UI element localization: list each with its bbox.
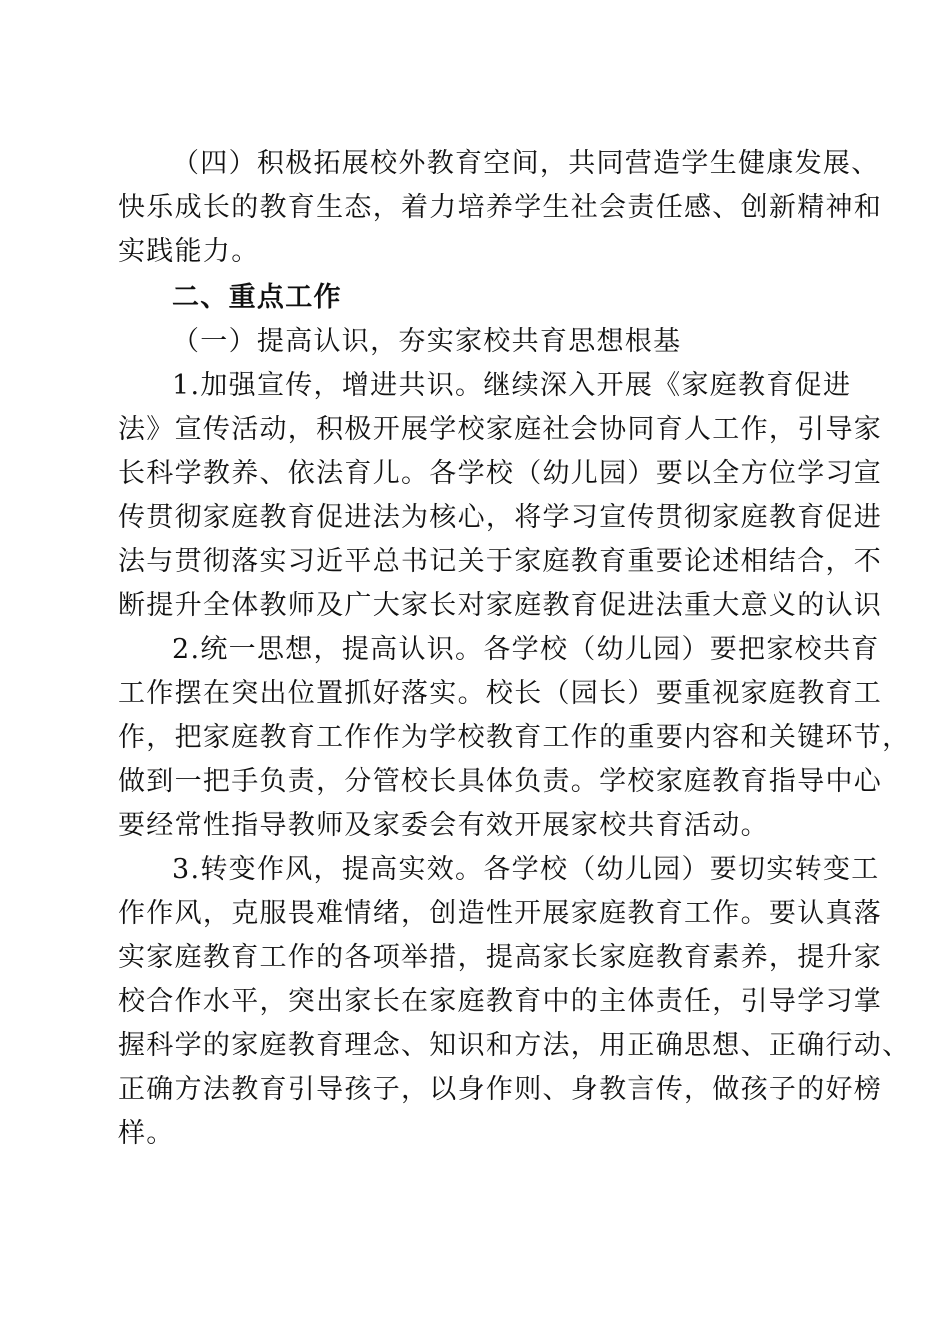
paragraph-line: 样。 xyxy=(118,1118,175,1149)
paragraph-line: （四）积极拓展校外教育空间，共同营造学生健康发展、 xyxy=(172,148,880,179)
paragraph-line: 法与贯彻落实习近平总书记关于家庭教育重要论述相结合，不 xyxy=(118,546,883,577)
subsection-heading: （一）提高认识，夯实家校共育思想根基 xyxy=(172,326,682,357)
paragraph-line: 2.统一思想，提高认识。各学校（幼儿园）要把家校共育 xyxy=(172,634,880,665)
paragraph-line: 断提升全体教师及广大家长对家庭教育促进法重大意义的认识 xyxy=(118,590,883,621)
paragraph-line: 作，把家庭教育工作作为学校教育工作的重要内容和关键环节， xyxy=(118,722,911,753)
paragraph-line: 工作摆在突出位置抓好落实。校长（园长）要重视家庭教育工 xyxy=(118,678,883,709)
paragraph-line: 校合作水平，突出家长在家庭教育中的主体责任，引导学习掌 xyxy=(118,986,883,1017)
paragraph-line: 实家庭教育工作的各项举措，提高家长家庭教育素养，提升家 xyxy=(118,942,883,973)
paragraph-line: 长科学教养、依法育儿。各学校（幼儿园）要以全方位学习宣 xyxy=(118,458,883,489)
paragraph-line: 正确方法教育引导孩子，以身作则、身教言传，做孩子的好榜 xyxy=(118,1074,883,1105)
paragraph-line: 1.加强宣传，增进共识。继续深入开展《家庭教育促进 xyxy=(172,370,852,401)
paragraph-line: 要经常性指导教师及家委会有效开展家校共育活动。 xyxy=(118,810,769,841)
paragraph-line: 法》宣传活动，积极开展学校家庭社会协同育人工作，引导家 xyxy=(118,414,883,445)
paragraph-line: 做到一把手负责，分管校长具体负责。学校家庭教育指导中心 xyxy=(118,766,883,797)
paragraph-line: 3.转变作风，提高实效。各学校（幼儿园）要切实转变工 xyxy=(172,854,880,885)
paragraph-line: 快乐成长的教育生态，着力培养学生社会责任感、创新精神和 xyxy=(118,192,883,223)
section-heading: 二、重点工作 xyxy=(172,282,342,313)
paragraph-line: 握科学的家庭教育理念、知识和方法，用正确思想、正确行动、 xyxy=(118,1030,911,1061)
paragraph-line: 实践能力。 xyxy=(118,236,260,267)
paragraph-line: 传贯彻家庭教育促进法为核心，将学习宣传贯彻家庭教育促进 xyxy=(118,502,883,533)
paragraph-line: 作作风，克服畏难情绪，创造性开展家庭教育工作。要认真落 xyxy=(118,898,883,929)
